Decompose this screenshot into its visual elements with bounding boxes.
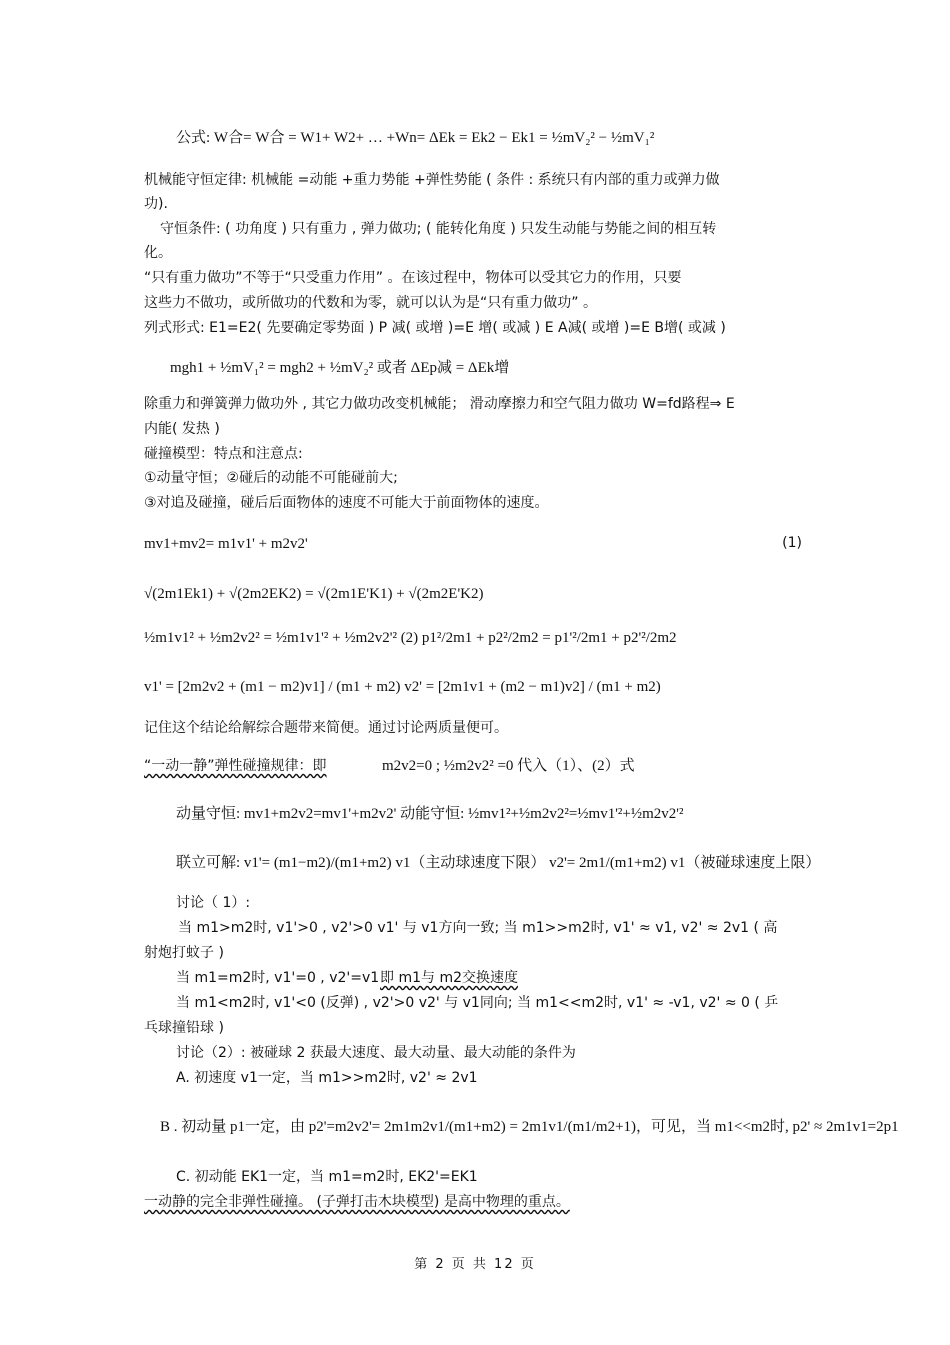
text-line: 内能( 发热 ) <box>144 421 220 437</box>
text-line: 当 m1<m2时, v1'<0 (反弹) , v2'>0 v2' 与 v1同向; 当 m1<<m2时, v1' ≈ -v1, v2' ≈ 0 ( 乒 <box>176 995 779 1011</box>
inelastic-collision-note: 一动静的完全非弹性碰撞。 (子弹打击木块模型) 是高中物理的重点。 <box>144 1194 570 1210</box>
kinetic-energy-equation: ½m1v1² + ½m2v2² = ½m1v1'² + ½m2v2'² (2) p1²/2m1 + p2²/2m2 = p1'²/2m1 + p2'²/2m2 <box>144 630 677 646</box>
text-line: A. 初速度 v1一定，当 m1>>m2时, v2' ≈ 2v1 <box>176 1070 478 1086</box>
text-line: 讨论（ 1）: <box>176 895 251 911</box>
sqrt-equation: √(2m1Ek1) + √(2m2EK2) = √(2m1E'K1) + √(2m2E'K2) <box>144 586 484 602</box>
text-line: 化。 <box>144 245 172 261</box>
text-line: ①动量守恒；②碰后的动能不可能碰前大; <box>144 470 398 486</box>
text-line: “只有重力做功”不等于“只受重力作用” 。在该过程中，物体可以受其它力的作用，只要 <box>144 270 682 286</box>
text-line: 碰撞模型：特点和注意点: <box>144 446 303 462</box>
text-line: 乓球撞铅球 ) <box>144 1020 224 1036</box>
text-line: 机械能守恒定律: 机械能 =动能 +重力势能 +弹性势能 ( 条件 : 系统只有内部的重力或弹力做 <box>144 172 720 188</box>
text-line: 射炮打蚊子 ) <box>144 945 224 961</box>
work-energy-formula: 公式: W合= W合 = W1+ W2+ … +Wn= ΔEk = Ek2 − Ek1 = ½mV₂² − ½mV₁² <box>176 130 655 146</box>
text-line: 讨论（2）: 被碰球 2 获最大速度、最大动量、最大动能的条件为 <box>176 1045 576 1061</box>
text-line: 当 m1=m2时, v1'=0 , v2'=v1 <box>176 970 380 986</box>
page-footer: 第 2 页 共 12 页 <box>414 1257 536 1272</box>
text-line: 列式形式: E1=E2( 先要确定零势面 ) P 减( 或增 )=E 增( 或减 ) E A减( 或增 )=E B增( 或减 ) <box>144 320 726 336</box>
text-line: ③对追及碰撞，碰后后面物体的速度不可能大于前面物体的速度。 <box>144 495 549 511</box>
text-line: 这些力不做功，或所做功的代数和为零，就可以认为是“只有重力做功” 。 <box>144 295 597 311</box>
momentum-condition: B . 初动量 p1一定，由 p2'=m2v2'= 2m1m2v1/(m1+m2) = 2m1v1/(m1/m2+1)，可见，当 m1<<m2时, p2' ≈ 2m1v1=2p1 <box>160 1119 899 1135</box>
exchange-velocity-note: 即 m1与 m2交换速度 <box>380 970 518 986</box>
solution-equations: 联立可解: v1'= (m1−m2)/(m1+m2) v1（主动球速度下限） v2'= 2m1/(m1+m2) v1（被碰球速度上限） <box>176 855 821 871</box>
text-line: 记住这个结论给解综合题带来简便。通过讨论两质量便可。 <box>144 720 508 736</box>
text-line: C. 初动能 EK1一定，当 m1=m2时, EK2'=EK1 <box>176 1169 478 1185</box>
initial-condition: m2v2=0 ; ½m2v2² =0 代入（1）、(2）式 <box>382 758 635 774</box>
text-line: 除重力和弹簧弹力做功外 , 其它力做功改变机械能； 滑动摩擦力和空气阻力做功 W=fd路程⇒ E <box>144 396 735 412</box>
momentum-equation: mv1+mv2= m1v1' + m2v2' <box>144 536 308 552</box>
conservation-equations: 动量守恒: mv1+m2v2=mv1'+m2v2' 动能守恒: ½mv1²+½m2v2²=½mv1'²+½m2v2'² <box>176 806 684 822</box>
elastic-collision-heading: “一动一静”弹性碰撞规律：即 <box>144 758 327 774</box>
velocity-solution: v1' = [2m2v2 + (m1 − m2)v1] / (m1 + m2) v2' = [2m1v1 + (m2 − m1)v2] / (m1 + m2) <box>144 679 661 695</box>
text-line: 守恒条件: ( 功角度 ) 只有重力 , 弹力做功; ( 能转化角度 ) 只发生动能与势能之间的相互转 <box>160 221 717 237</box>
text-line: 功). <box>144 196 168 212</box>
equation-number: (1) <box>782 535 802 551</box>
text-line: 当 m1>m2时, v1'>0 , v2'>0 v1' 与 v1方向一致; 当 m1>>m2时, v1' ≈ v1, v2' ≈ 2v1 ( 高 <box>178 920 778 936</box>
energy-conservation-equation: mgh1 + ½mV₁² = mgh2 + ½mV₂² 或者 ΔEp减 = ΔEk增 <box>170 360 510 376</box>
